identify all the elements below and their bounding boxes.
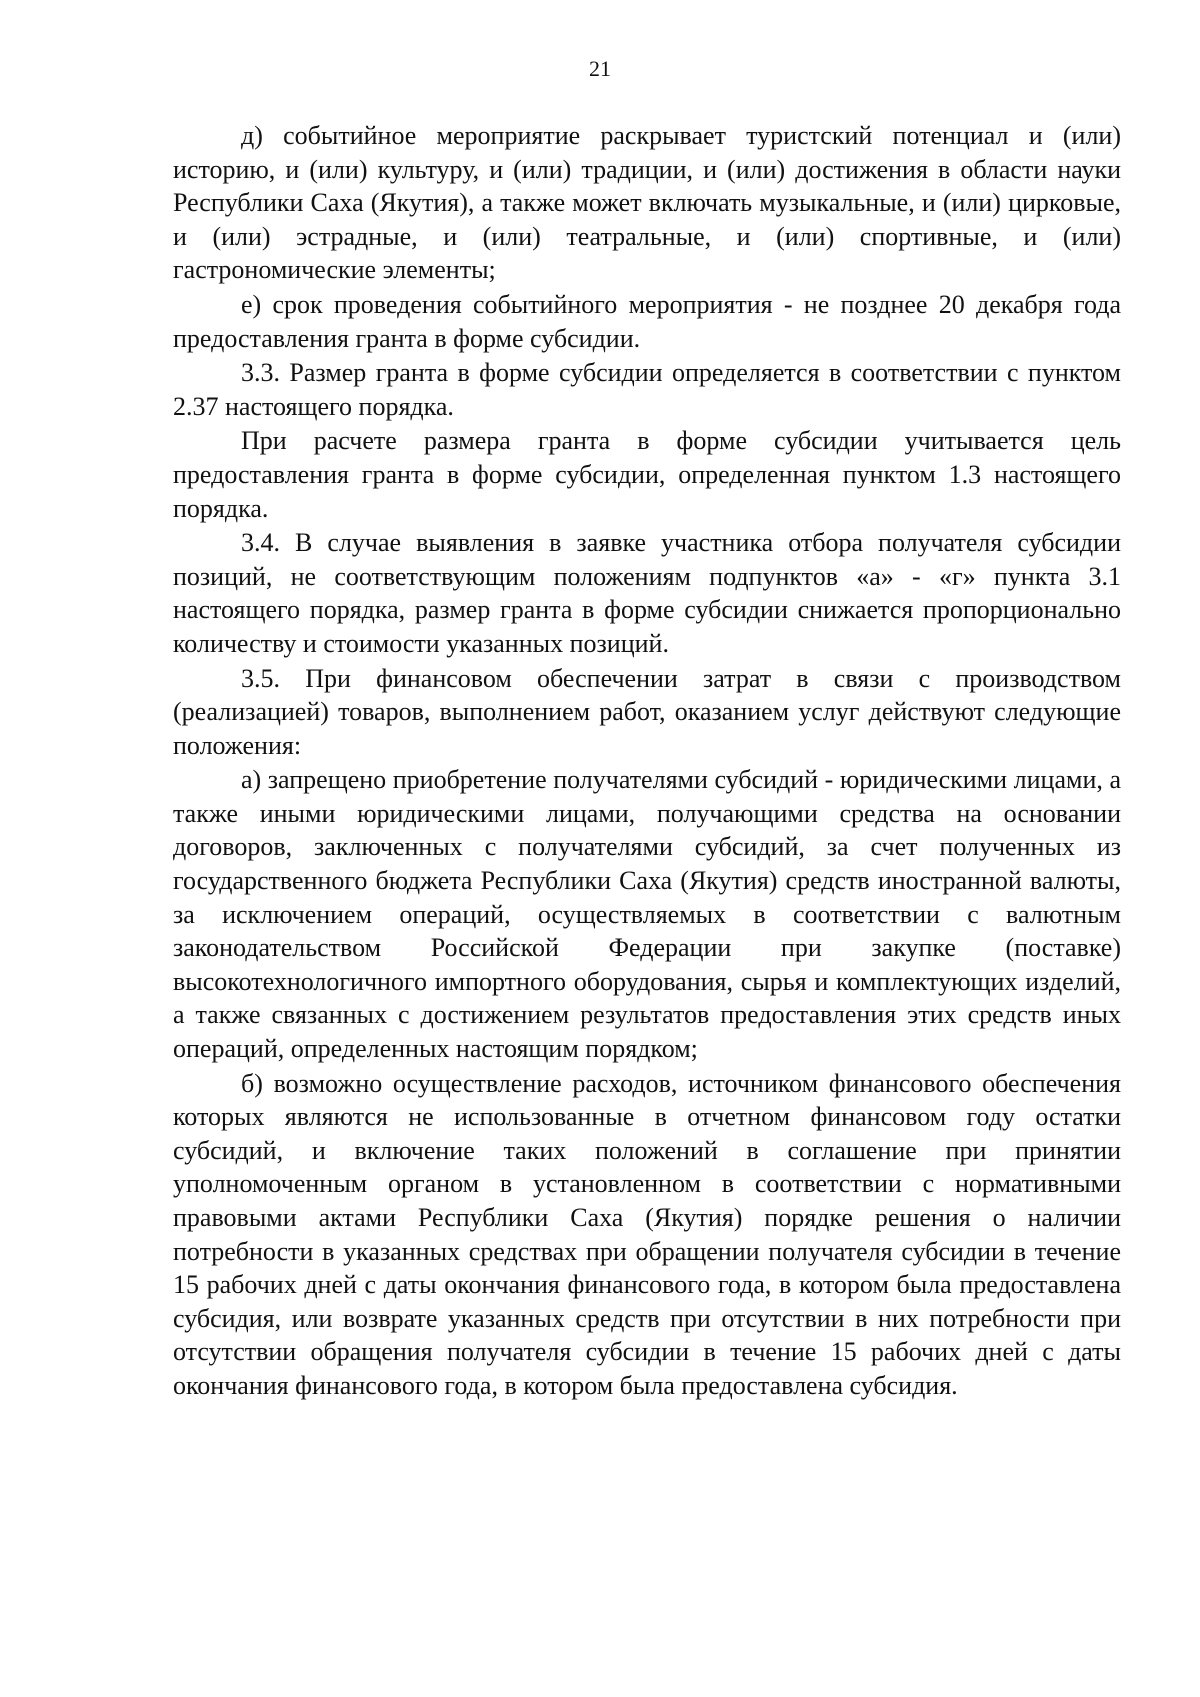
paragraph-a-foreign-currency-ban: а) запрещено приобретение получателями субсидий - юридическими лицами, а также иными юридическими лицами, получающими средства на основании договоров, заключенных с получателями субсидий, за счет полученных из государственного бюджета Республики Саха (Якутия) средств иностранной валюты, за исключением операций, осуществляемых в соответствии с валютным законодательством Российской Федерации при закупке (поставке) высокотехнологичного импортного оборудования, сырья и комплектующих изделий, а также связанных с достижением результатов предоставления этих средств иных операций, определенных настоящим порядком; — [173, 765, 1121, 1064]
paragraph-d-event-content: д) событийное мероприятие раскрывает туристский потенциал и (или) историю, и (или) культуру, и (или) традиции, и (или) достижения в области науки Республики Саха (Якутия), а также может включать музыкальные, и (или) цирковые, и (или) эстрадные, и (или) театральные, и (или) спортивные, и (или) гастрономические элементы; — [173, 121, 1121, 285]
page-number: 21 — [589, 56, 611, 81]
paragraph-3-4-grant-reduction: 3.4. В случае выявления в заявке участника отбора получателя субсидии позиций, не соответствующим положениям подпунктов «а» - «г» пункта 3.1 настоящего порядка, размер гранта в форме субсидии снижается пропорционально количеству и стоимости указанных позиций. — [173, 528, 1121, 658]
paragraph-b-unused-balances: б) возможно осуществление расходов, источником финансового обеспечения которых являются не использованные в отчетном финансовом году остатки субсидий, и включение таких положений в соглашение при принятии уполномоченным органом в установленном в соответствии с нормативными правовыми актами Республики Саха (Якутия) порядке решения о наличии потребности в указанных средствах при обращении получателя субсидии в течение 15 рабочих дней с даты окончания финансового года, в котором была предоставлена субсидия, или возврате указанных средств при отсутствии в них потребности при отсутствии обращения получателя субсидии в течение 15 рабочих дней с даты окончания финансового года, в котором была предоставлена субсидия. — [173, 1068, 1121, 1400]
paragraph-3-3-grant-size: 3.3. Размер гранта в форме субсидии определяется в соответствии с пунктом 2.37 настоящего порядка. — [173, 358, 1121, 421]
document-body — [173, 119, 1121, 1404]
paragraph-e-event-deadline: е) срок проведения событийного мероприятия - не позднее 20 декабря года предоставления гранта в форме субсидии. — [173, 289, 1121, 353]
paragraph-3-5-cost-provisions: 3.5. При финансовом обеспечении затрат в связи с производством (реализацией) товаров, выполнением работ, оказанием услуг действуют следующие положения: — [173, 663, 1121, 760]
paragraph-grant-calculation: При расчете размера гранта в форме субсидии учитывается цель предоставления гранта в форме субсидии, определенная пунктом 1.3 настоящего порядка. — [173, 426, 1121, 523]
